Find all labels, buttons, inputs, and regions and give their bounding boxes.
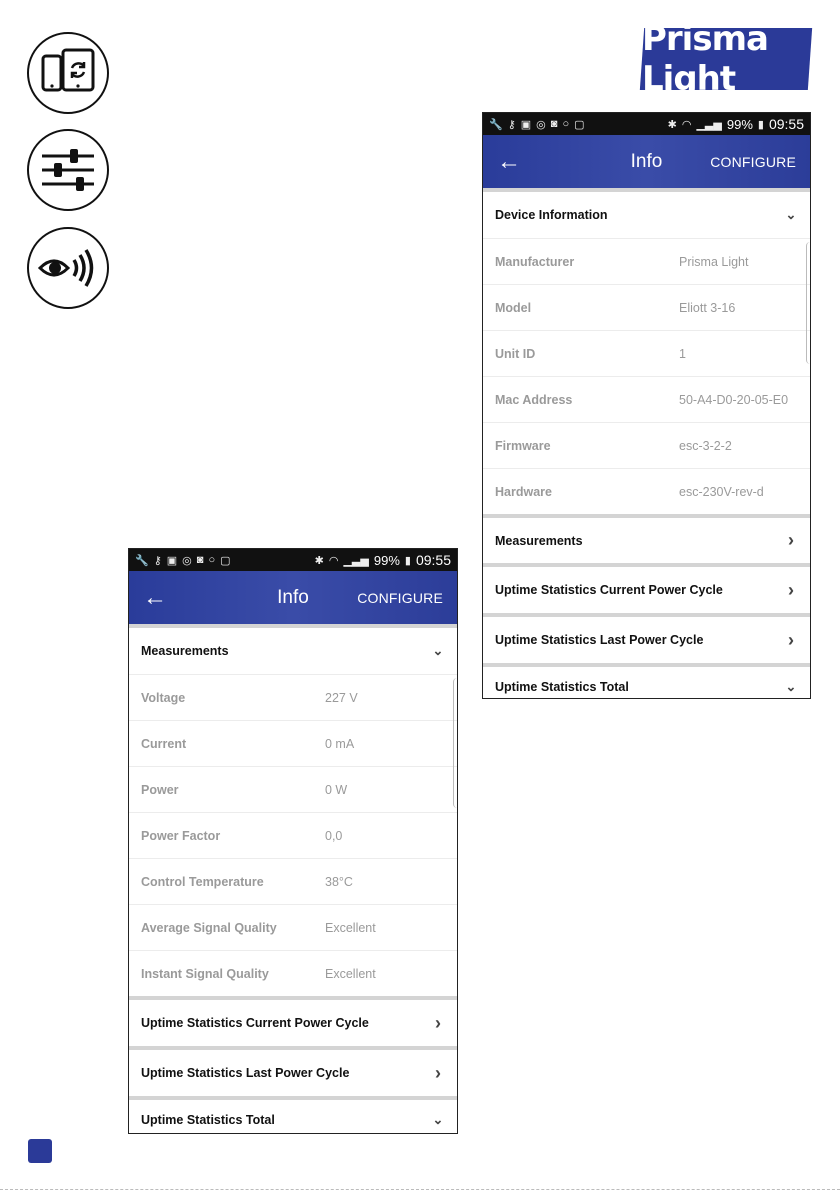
wifi-icon: ◠ [681,118,692,131]
section-measurements[interactable]: Measurements › [483,518,810,563]
back-arrow-icon[interactable]: ← [497,147,521,175]
circle-icon: ◎ [536,118,546,131]
configure-button[interactable]: CONFIGURE [710,153,796,170]
battery-icon: ▮ [404,554,411,567]
eye-signal-icon [27,227,109,309]
app-bar [129,571,457,624]
chevron-right-icon: › [435,1062,441,1083]
back-arrow-icon[interactable]: ← [143,583,167,611]
section-uptime-last[interactable]: Uptime Statistics Last Power Cycle › [483,617,810,663]
list-item: Unit ID 1 [483,330,810,376]
chevron-down-icon: ⌄ [432,643,444,658]
list-item: Average Signal Quality Excellent [129,904,457,950]
scrollbar[interactable] [453,678,457,808]
scrollbar[interactable] [806,242,810,364]
battery-percent: 99% [726,116,753,132]
section-measurements[interactable] [129,628,457,674]
section-uptime-current[interactable]: Uptime Statistics Current Power Cycle › [483,567,810,613]
chevron-down-icon: ⌄ [432,1112,444,1127]
list-item: Mac Address 50-A4-D0-20-05-E0 [483,376,810,422]
section-uptime-total[interactable]: Uptime Statistics Total ⌄ [141,1112,444,1127]
list-item: Manufacturer Prisma Light [483,238,810,284]
chevron-right-icon: › [788,579,794,600]
status-bar [129,549,457,571]
section-title: Measurements [141,644,229,658]
page-edge [0,1189,840,1190]
list-item: Power Factor 0,0 [129,812,457,858]
android-icon: ◙ [550,118,558,130]
section-device-information[interactable] [483,192,810,238]
key-icon: ⚷ [153,554,162,567]
wifi-icon: ◠ [328,554,339,567]
chevron-right-icon: › [435,1012,441,1033]
image-icon: ▣ [166,554,178,567]
circle-icon: ◎ [182,554,192,567]
device-info-list [483,238,810,514]
image-icon: ▣ [520,118,532,131]
note-icon: ▢ [220,554,231,567]
list-item: Firmware esc-3-2-2 [483,422,810,468]
phone-screenshot-device-info [482,112,811,699]
signal-icon: ▁▃▅ [343,554,369,567]
section-title: Device Information [495,208,608,222]
wrench-icon: 🔧 [135,554,149,567]
android-icon: ◙ [196,554,204,566]
list-item: Hardware esc-230V-rev-d [483,468,810,514]
ring-icon: ○ [562,118,570,130]
chevron-right-icon: › [788,530,794,550]
list-item: Model Eliott 3-16 [483,284,810,330]
device-sync-icon [27,32,109,114]
chevron-down-icon: ⌄ [785,207,797,222]
signal-icon: ▁▃▅ [696,118,722,131]
battery-percent: 99% [373,552,400,568]
sliders-icon [27,129,109,211]
list-item: Control Temperature 38°C [129,858,457,904]
ring-icon: ○ [208,554,216,566]
chevron-down-icon: ⌄ [785,679,797,694]
wrench-icon: 🔧 [489,118,503,131]
note-icon: ▢ [574,118,585,131]
phone-screenshot-measurements [128,548,458,1134]
section-uptime-total[interactable]: Uptime Statistics Total ⌄ [495,679,797,694]
section-uptime-last[interactable]: Uptime Statistics Last Power Cycle › [129,1050,457,1096]
list-item: Instant Signal Quality Excellent [129,950,457,996]
bluetooth-icon: ✱ [314,554,324,567]
brand-logo: Prisma Light [640,28,812,90]
section-uptime-current[interactable]: Uptime Statistics Current Power Cycle › [129,1000,457,1046]
configure-button[interactable]: CONFIGURE [357,589,443,606]
key-icon: ⚷ [507,118,516,131]
app-bar [483,135,810,188]
list-item: Voltage 227 V [129,674,457,720]
list-item: Current 0 mA [129,720,457,766]
measurements-list [129,674,457,996]
chevron-right-icon: › [788,629,794,650]
bluetooth-icon: ✱ [667,118,677,131]
page-title: Info [277,586,309,608]
status-bar [483,113,810,135]
list-item: Power 0 W [129,766,457,812]
clock: 09:55 [768,116,804,132]
clock: 09:55 [415,552,451,568]
page-marker [28,1139,52,1163]
battery-icon: ▮ [757,118,764,131]
page-title: Info [630,150,663,172]
